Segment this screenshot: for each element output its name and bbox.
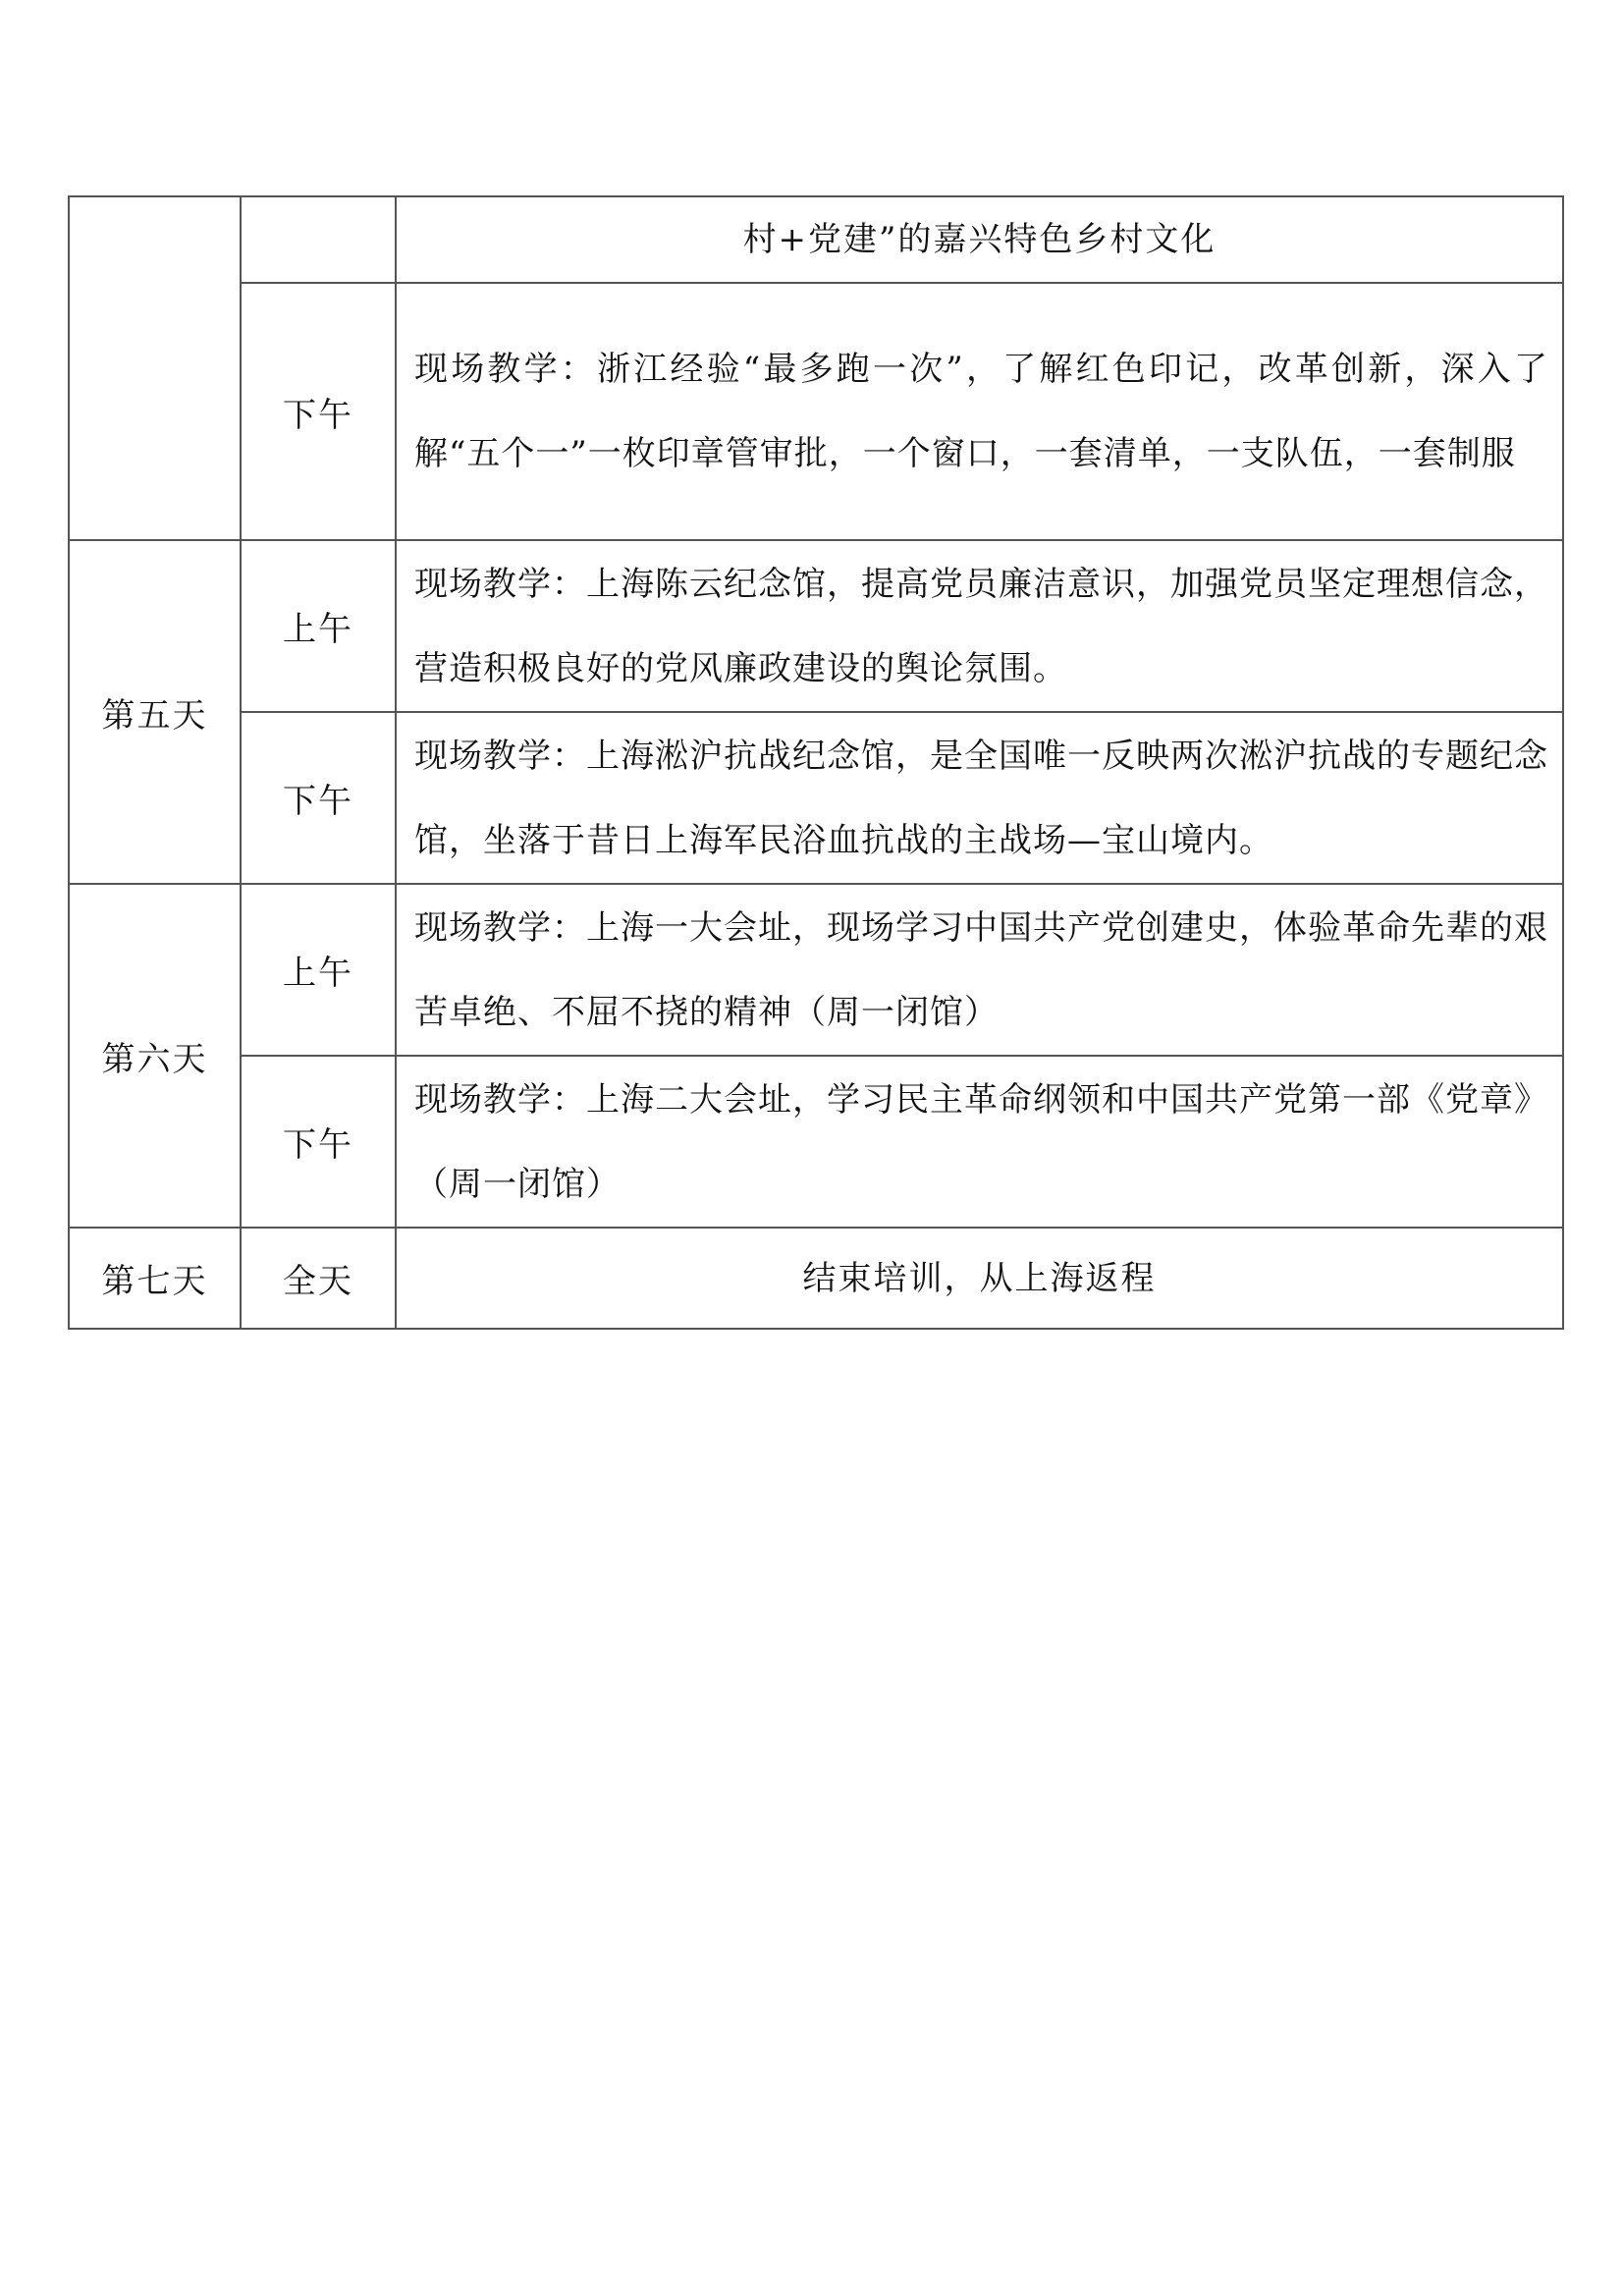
day-cell: 第五天 [69,540,241,884]
period-cell: 下午 [241,1056,396,1228]
period-cell [241,196,396,283]
schedule-table [68,195,1564,1330]
day-cell: 第六天 [69,884,241,1228]
content-cell: 现场教学：上海淞沪抗战纪念馆，是全国唯一反映两次淞沪抗战的专题纪念馆，坐落于昔日上海军民浴血抗战的主战场—宝山境内。 [396,712,1563,884]
table-row [69,712,1563,884]
content-cell: 结束培训，从上海返程 [396,1228,1563,1329]
table-row [69,1228,1563,1329]
table-row [69,1056,1563,1228]
content-cell: 现场教学：上海二大会址，学习民主革命纲领和中国共产党第一部《党章》（周一闭馆） [396,1056,1563,1228]
content-cell: 现场教学：上海陈云纪念馆，提高党员廉洁意识，加强党员坚定理想信念，营造积极良好的党风廉政建设的舆论氛围。 [396,540,1563,712]
content-cell: 现场教学：浙江经验“最多跑一次”，了解红色印记，改革创新，深入了解“五个一”一枚印章管审批，一个窗口，一套清单，一支队伍，一套制服 [396,283,1563,540]
period-cell: 下午 [241,712,396,884]
table-row [69,283,1563,540]
table-row [69,540,1563,712]
content-cell: 村+党建”的嘉兴特色乡村文化 [396,196,1563,283]
period-cell: 下午 [241,283,396,540]
table-row [69,884,1563,1056]
period-cell: 上午 [241,540,396,712]
table-row [69,196,1563,283]
day-cell: 第七天 [69,1228,241,1329]
day-cell [69,196,241,540]
period-cell: 全天 [241,1228,396,1329]
period-cell: 上午 [241,884,396,1056]
content-cell: 现场教学：上海一大会址，现场学习中国共产党创建史，体验革命先辈的艰苦卓绝、不屈不挠的精神（周一闭馆） [396,884,1563,1056]
